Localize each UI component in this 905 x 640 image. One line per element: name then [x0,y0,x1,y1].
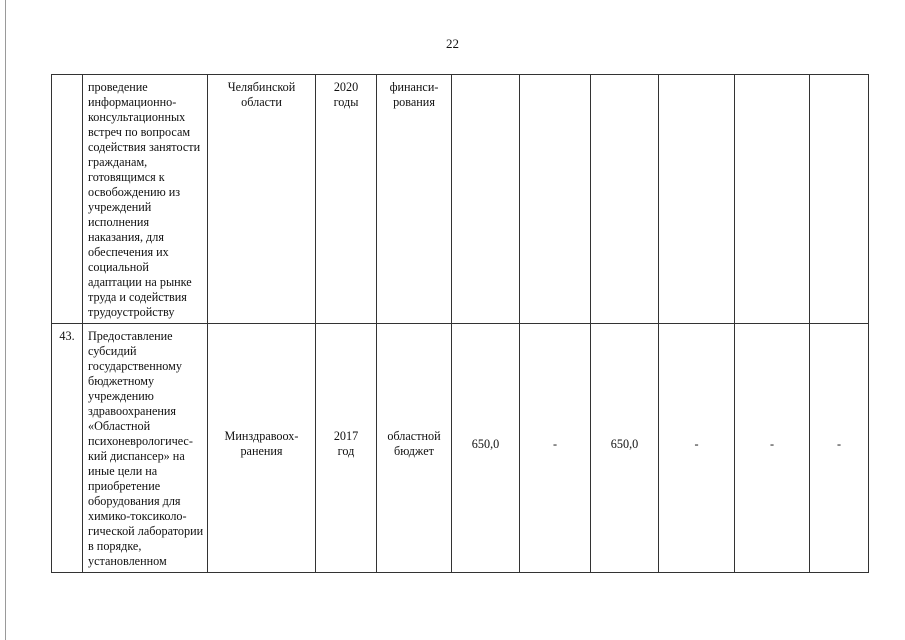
measure-name-cell-line: гической лаборатории [88,524,204,538]
period-cell-line: годы [333,95,359,109]
measure-name-cell-line: готовящимся к [88,170,165,184]
period-cell-line: 2020 [333,80,359,94]
executor-cell-content [212,80,311,110]
measure-name-cell-line: учреждений [88,200,152,214]
measure-name-cell-line: информационно- [88,95,177,109]
amount-cell [810,324,869,573]
amount-cell [452,75,520,324]
measure-name-cell-line: содействия занятости [88,140,201,154]
funding-source-cell-content [381,429,447,459]
measure-name-cell-line: в порядке, [88,539,142,553]
measure-name-cell-line: труда и содействия [88,290,187,304]
measure-name-cell-line: обеспечения их [88,245,169,259]
measure-name-cell-line: встреч по вопросам [88,125,191,139]
executor-cell-line: области [241,95,282,109]
measure-name-cell-line: социальной [88,260,149,274]
measure-name-cell-line: государственному [88,359,182,373]
measure-name-cell-line: приобретение [88,479,161,493]
amount-cell [659,75,735,324]
row-number-cell: 43. [52,324,83,573]
amount-value: 650,0 [610,436,639,451]
row-number-cell [52,75,83,324]
table-row [52,324,869,573]
executor-cell-content [212,429,311,459]
executor-cell [208,75,316,324]
measure-name-cell-line: освобождению из [88,185,181,199]
period-cell-content [320,429,372,459]
measure-name-cell [83,324,208,573]
amount-cell [735,75,810,324]
period-cell-line: год [337,444,355,458]
amount-cell [452,324,520,573]
measure-name-cell-line: химико-токсиколо- [88,509,187,523]
measure-name-cell-line: Предоставление [88,329,173,343]
amount-value: - [552,436,558,451]
amount-value: 650,0 [471,436,500,451]
measure-name-cell-line: проведение [88,80,148,94]
amount-cell [520,75,591,324]
amount-cell [591,324,659,573]
amount-cell [520,324,591,573]
measure-name-cell-line: трудоустройству [88,305,175,319]
funding-source-cell [377,75,452,324]
measure-name-cell [83,75,208,324]
funding-source-cell-line: рования [393,95,435,109]
amount-cell [591,75,659,324]
amount-value: - [769,436,775,451]
measure-name-cell-line: иные цели на [88,464,158,478]
measure-name-cell-line: кий диспансер» на [88,449,185,463]
period-cell-line: 2017 [333,429,359,443]
measure-name-cell-line: консультационных [88,110,186,124]
executor-cell-line: Минздравоох- [224,429,299,443]
measure-name-cell-line: «Областной [88,419,151,433]
period-cell [316,75,377,324]
executor-cell [208,324,316,573]
measure-name-cell-line: исполнения [88,215,150,229]
measure-name-cell-line: оборудования для [88,494,181,508]
amount-cell [810,75,869,324]
measure-name-cell-line: гражданам, [88,155,148,169]
amount-value: - [836,436,842,451]
measure-name-cell-line: психоневрологичес- [88,434,193,448]
measure-name-cell-line: учреждению [88,389,154,403]
funding-source-cell-line: областной [387,429,441,443]
period-cell-content [320,80,372,110]
measure-name-cell-line: бюджетному [88,374,155,388]
left-margin-rule [5,0,6,640]
funding-source-cell [377,324,452,573]
executor-cell-line: ранения [240,444,283,458]
page-number: 22 [446,36,459,51]
measures-table [51,74,869,573]
measure-name-cell-line: установленном [88,554,167,568]
amount-value: - [694,436,699,451]
funding-source-cell-content [381,80,447,110]
measure-name-cell-line: здравоохранения [88,404,177,418]
executor-cell-line: Челябинской [227,80,296,94]
amount-cell [659,324,735,573]
amount-cell [735,324,810,573]
measure-name-cell-line: адаптации на рынке [88,275,192,289]
period-cell [316,324,377,573]
table-row [52,75,869,324]
measure-name-cell-line: наказания, для [88,230,164,244]
measure-name-cell-line: субсидий [88,344,137,358]
funding-source-cell-line: бюджет [394,444,434,458]
funding-source-cell-line: финанси- [389,80,439,94]
